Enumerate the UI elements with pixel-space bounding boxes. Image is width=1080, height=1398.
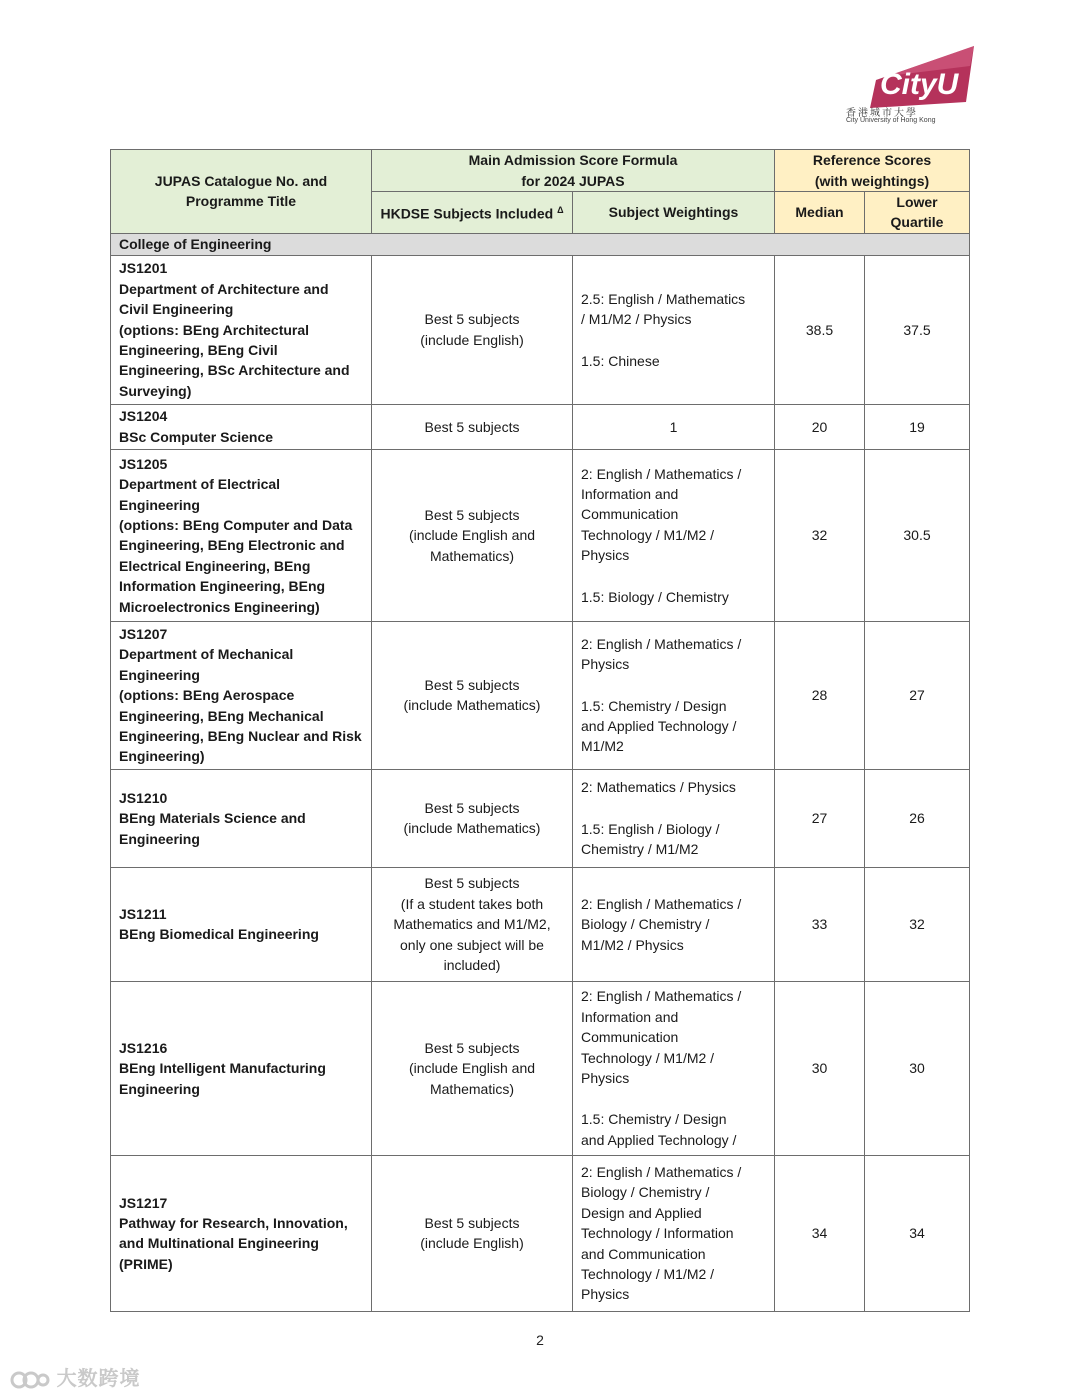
subject-weightings-cell: 2: English / Mathematics / Information and Communication Technology / M1/M2 / Physics 1.5: Biology / Chemistry	[573, 449, 775, 621]
programme-title-cell: JS1204 BSc Computer Science	[111, 404, 372, 449]
subjects-included-cell: Best 5 subjects	[372, 404, 573, 449]
watermark-logo-icon	[10, 1368, 50, 1392]
logo-wordmark: CityU	[880, 68, 959, 101]
subject-weightings-cell: 2.5: English / Mathematics / M1/M2 / Physics 1.5: Chinese	[573, 255, 775, 404]
programme-row	[111, 449, 970, 621]
programme-row	[111, 255, 970, 404]
programme-row	[111, 769, 970, 867]
programme-row	[111, 867, 970, 981]
subject-weightings-cell: 2: English / Mathematics / Information and Communication Technology / M1/M2 / Physics 1.5: Chemistry / Design and Applied Technology /	[573, 981, 775, 1155]
median-score-cell: 34	[775, 1155, 865, 1311]
header-formula: Main Admission Score Formula for 2024 JUPAS	[372, 150, 775, 192]
watermark-text: 大数跨境	[56, 1368, 141, 1390]
subjects-included-cell: Best 5 subjects (include English)	[372, 255, 573, 404]
page-number: 2	[536, 1332, 544, 1348]
subjects-included-cell: Best 5 subjects (include Mathematics)	[372, 621, 573, 769]
lower-quartile-score-cell: 19	[865, 404, 970, 449]
median-score-cell: 27	[775, 769, 865, 867]
median-score-cell: 28	[775, 621, 865, 769]
programme-title-cell: JS1205 Department of Electrical Engineering (options: BEng Computer and Data Engineering, BEng Electronic and Electrical Engineering, BEng Information Engineering, BEng Microelectronics Engineering)	[111, 449, 372, 621]
subject-weightings-cell: 2: Mathematics / Physics 1.5: English / Biology / Chemistry / M1/M2	[573, 769, 775, 867]
lower-quartile-score-cell: 26	[865, 769, 970, 867]
college-row: College of Engineering	[111, 233, 970, 255]
programme-title-cell: JS1201 Department of Architecture and Civil Engineering (options: BEng Architectural Engineering, BEng Civil Engineering, BSc Architecture and Surveying)	[111, 255, 372, 404]
programme-title-cell: JS1217 Pathway for Research, Innovation, and Multinational Engineering (PRIME)	[111, 1155, 372, 1311]
lower-quartile-score-cell: 32	[865, 867, 970, 981]
subject-weightings-cell: 2: English / Mathematics / Biology / Chemistry / M1/M2 / Physics	[573, 867, 775, 981]
programme-title-cell: JS1207 Department of Mechanical Engineering (options: BEng Aerospace Engineering, BEng Mechanical Engineering, BEng Nuclear and Risk Engineering)	[111, 621, 372, 769]
programme-row	[111, 1155, 970, 1311]
programme-title-cell: JS1210 BEng Materials Science and Engineering	[111, 769, 372, 867]
header-lower-quartile: Lower Quartile	[865, 192, 970, 234]
header-reference-scores: Reference Scores (with weightings)	[775, 150, 970, 192]
subject-weightings-cell: 1	[573, 404, 775, 449]
subjects-included-cell: Best 5 subjects (If a student takes both Mathematics and M1/M2, only one subject will be included)	[372, 867, 573, 981]
subjects-included-cell: Best 5 subjects (include English and Mathematics)	[372, 449, 573, 621]
programme-row	[111, 981, 970, 1155]
header-subject-weightings: Subject Weightings	[573, 192, 775, 234]
programme-title-cell: JS1216 BEng Intelligent Manufacturing Engineering	[111, 981, 372, 1155]
lower-quartile-score-cell: 37.5	[865, 255, 970, 404]
lower-quartile-score-cell: 30	[865, 981, 970, 1155]
median-score-cell: 33	[775, 867, 865, 981]
lower-quartile-score-cell: 27	[865, 621, 970, 769]
subjects-included-cell: Best 5 subjects (include English and Mathematics)	[372, 981, 573, 1155]
median-score-cell: 32	[775, 449, 865, 621]
median-score-cell: 38.5	[775, 255, 865, 404]
programme-row	[111, 404, 970, 449]
median-score-cell: 30	[775, 981, 865, 1155]
subject-weightings-cell: 2: English / Mathematics / Physics 1.5: Chemistry / Design and Applied Technology / M1/M2	[573, 621, 775, 769]
watermark	[10, 1362, 141, 1392]
subjects-included-cell: Best 5 subjects (include Mathematics)	[372, 769, 573, 867]
header-programme: JUPAS Catalogue No. and Programme Title	[111, 150, 372, 234]
median-score-cell: 20	[775, 404, 865, 449]
lower-quartile-score-cell: 30.5	[865, 449, 970, 621]
university-name-chinese: 香港城市大學	[846, 108, 918, 119]
programme-row	[111, 621, 970, 769]
header-subjects-included: HKDSE Subjects Included $^\Delta$	[372, 192, 573, 234]
university-name-english: City University of Hong Kong	[846, 117, 936, 124]
admission-scores-table	[110, 149, 970, 1312]
header-median: Median	[775, 192, 865, 234]
cityu-logo	[840, 46, 980, 130]
subjects-included-cell: Best 5 subjects (include English)	[372, 1155, 573, 1311]
cityu-logo-mark	[870, 46, 974, 108]
lower-quartile-score-cell: 34	[865, 1155, 970, 1311]
subject-weightings-cell: 2: English / Mathematics / Biology / Chemistry / Design and Applied Technology / Information and Communication Technology / M1/M2 / Physics	[573, 1155, 775, 1311]
programme-title-cell: JS1211 BEng Biomedical Engineering	[111, 867, 372, 981]
